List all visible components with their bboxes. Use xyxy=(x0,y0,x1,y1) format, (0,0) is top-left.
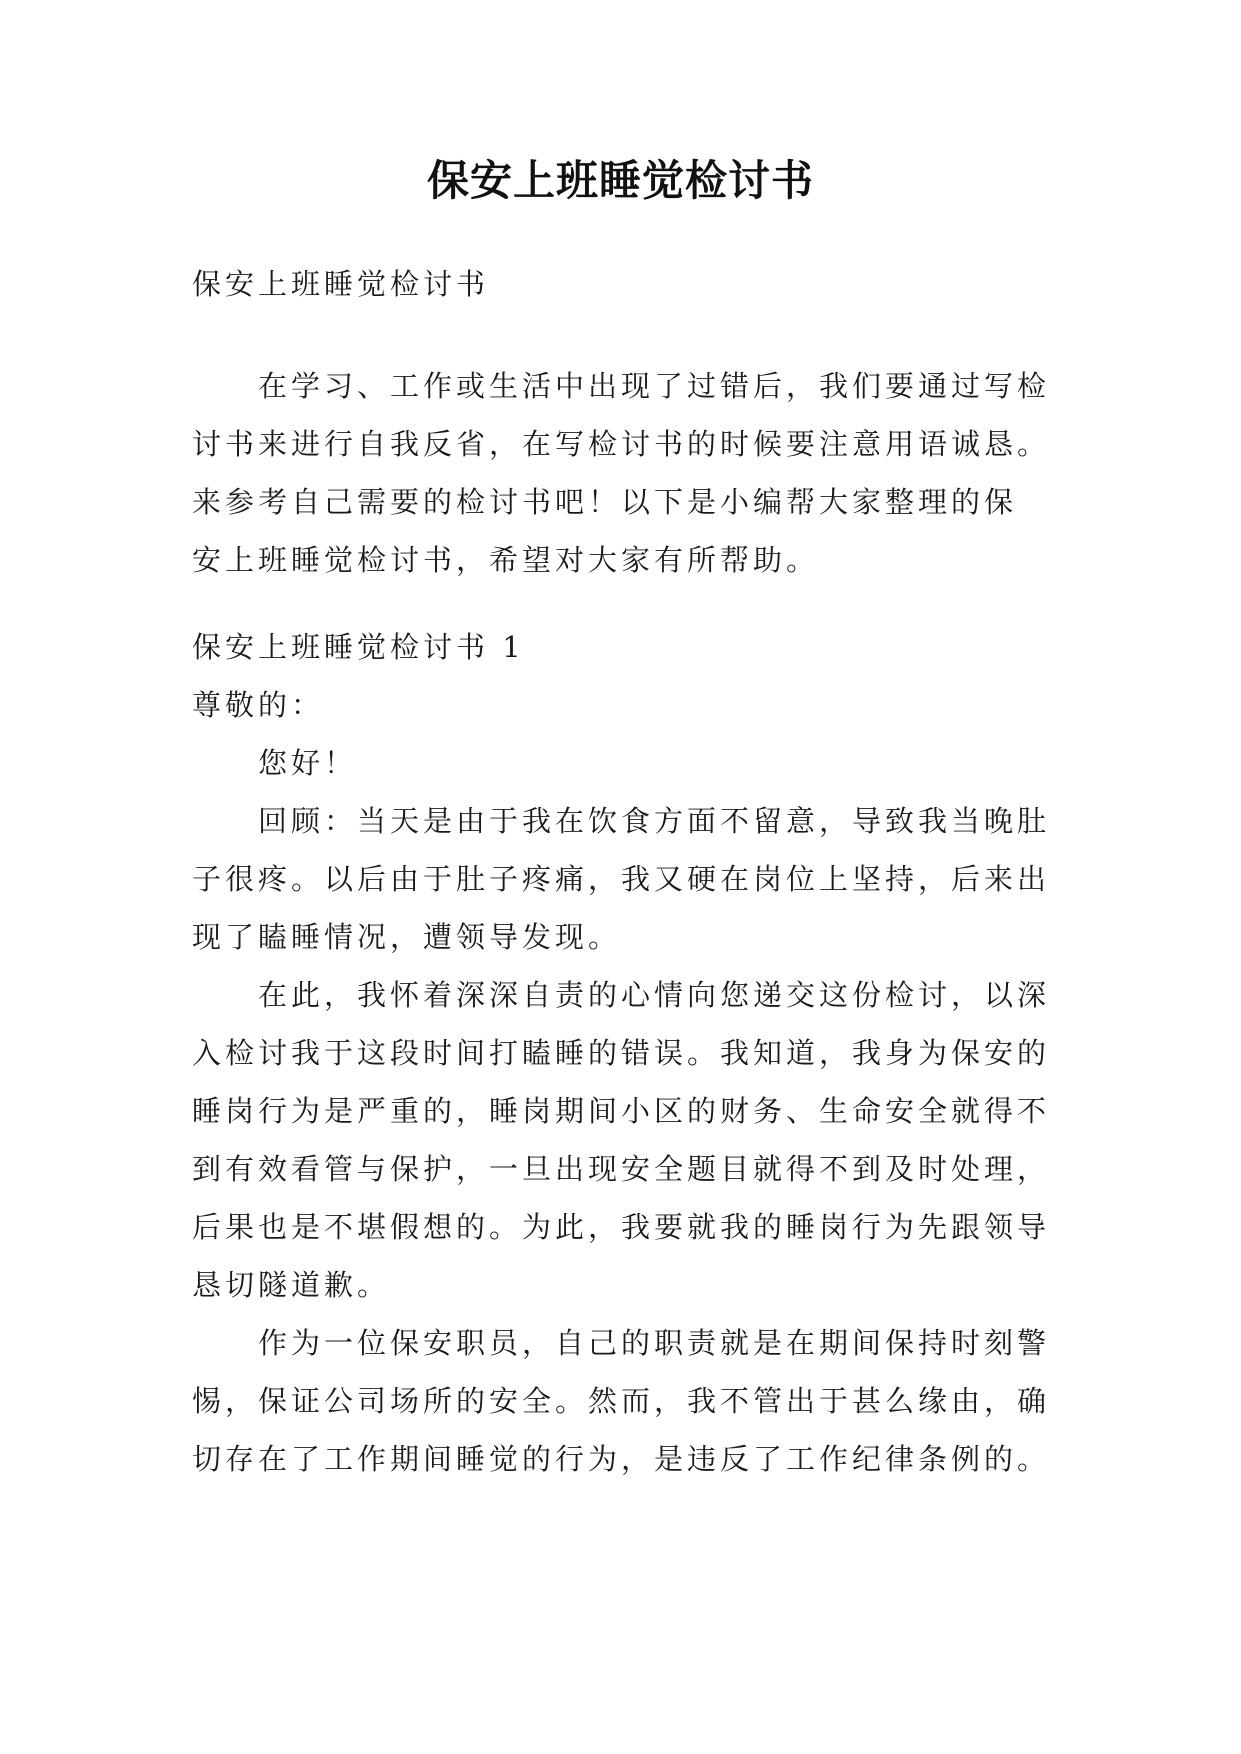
paragraph-line: 子很疼。以后由于肚子疼痛，我又硬在岗位上坚持，后来出 xyxy=(192,862,1051,896)
paragraph-line: 到有效看管与保护，一旦出现安全题目就得不到及时处理， xyxy=(192,1152,1051,1186)
intro-line: 讨书来进行自我反省，在写检讨书的时候要注意用语诚恳。 xyxy=(192,427,1051,461)
document-subtitle: 保安上班睡觉检讨书 xyxy=(192,267,490,301)
salutation: 尊敬的： xyxy=(192,688,325,722)
section-heading: 保安上班睡觉检讨书 1 xyxy=(192,630,525,664)
paragraph-line: 入检讨我于这段时间打瞌睡的错误。我知道，我身为保安的 xyxy=(192,1036,1051,1070)
intro-line: 来参考自己需要的检讨书吧！以下是小编帮大家整理的保 xyxy=(192,485,1018,519)
paragraph-line: 后果也是不堪假想的。为此，我要就我的睡岗行为先跟领导 xyxy=(192,1210,1051,1244)
paragraph-line: 回顾：当天是由于我在饮食方面不留意，导致我当晚肚 xyxy=(258,804,1051,838)
greeting: 您好！ xyxy=(258,746,358,780)
letter-body xyxy=(192,618,1062,1488)
paragraph-line: 在此，我怀着深深自责的心情向您递交这份检讨，以深 xyxy=(258,978,1051,1012)
intro-paragraph xyxy=(192,357,1062,589)
paragraph-line: 现了瞌睡情况，遭领导发现。 xyxy=(192,920,622,954)
paragraph-line: 切存在了工作期间睡觉的行为，是违反了工作纪律条例的。 xyxy=(192,1442,1051,1476)
paragraph-line: 睡岗行为是严重的，睡岗期间小区的财务、生命安全就得不 xyxy=(192,1094,1051,1128)
intro-line: 安上班睡觉检讨书，希望对大家有所帮助。 xyxy=(192,543,820,577)
document-subtitle-block xyxy=(192,255,1062,313)
paragraph-line: 惕，保证公司场所的安全。然而，我不管出于甚么缘由，确 xyxy=(192,1384,1051,1418)
document-title: 保安上班睡觉检讨书 xyxy=(426,156,814,205)
paragraph-line: 作为一位保安职员，自己的职责就是在期间保持时刻警 xyxy=(258,1326,1051,1360)
paragraph-line: 恳切隧道歉。 xyxy=(192,1268,391,1302)
intro-line: 在学习、工作或生活中出现了过错后，我们要通过写检 xyxy=(258,369,1051,403)
